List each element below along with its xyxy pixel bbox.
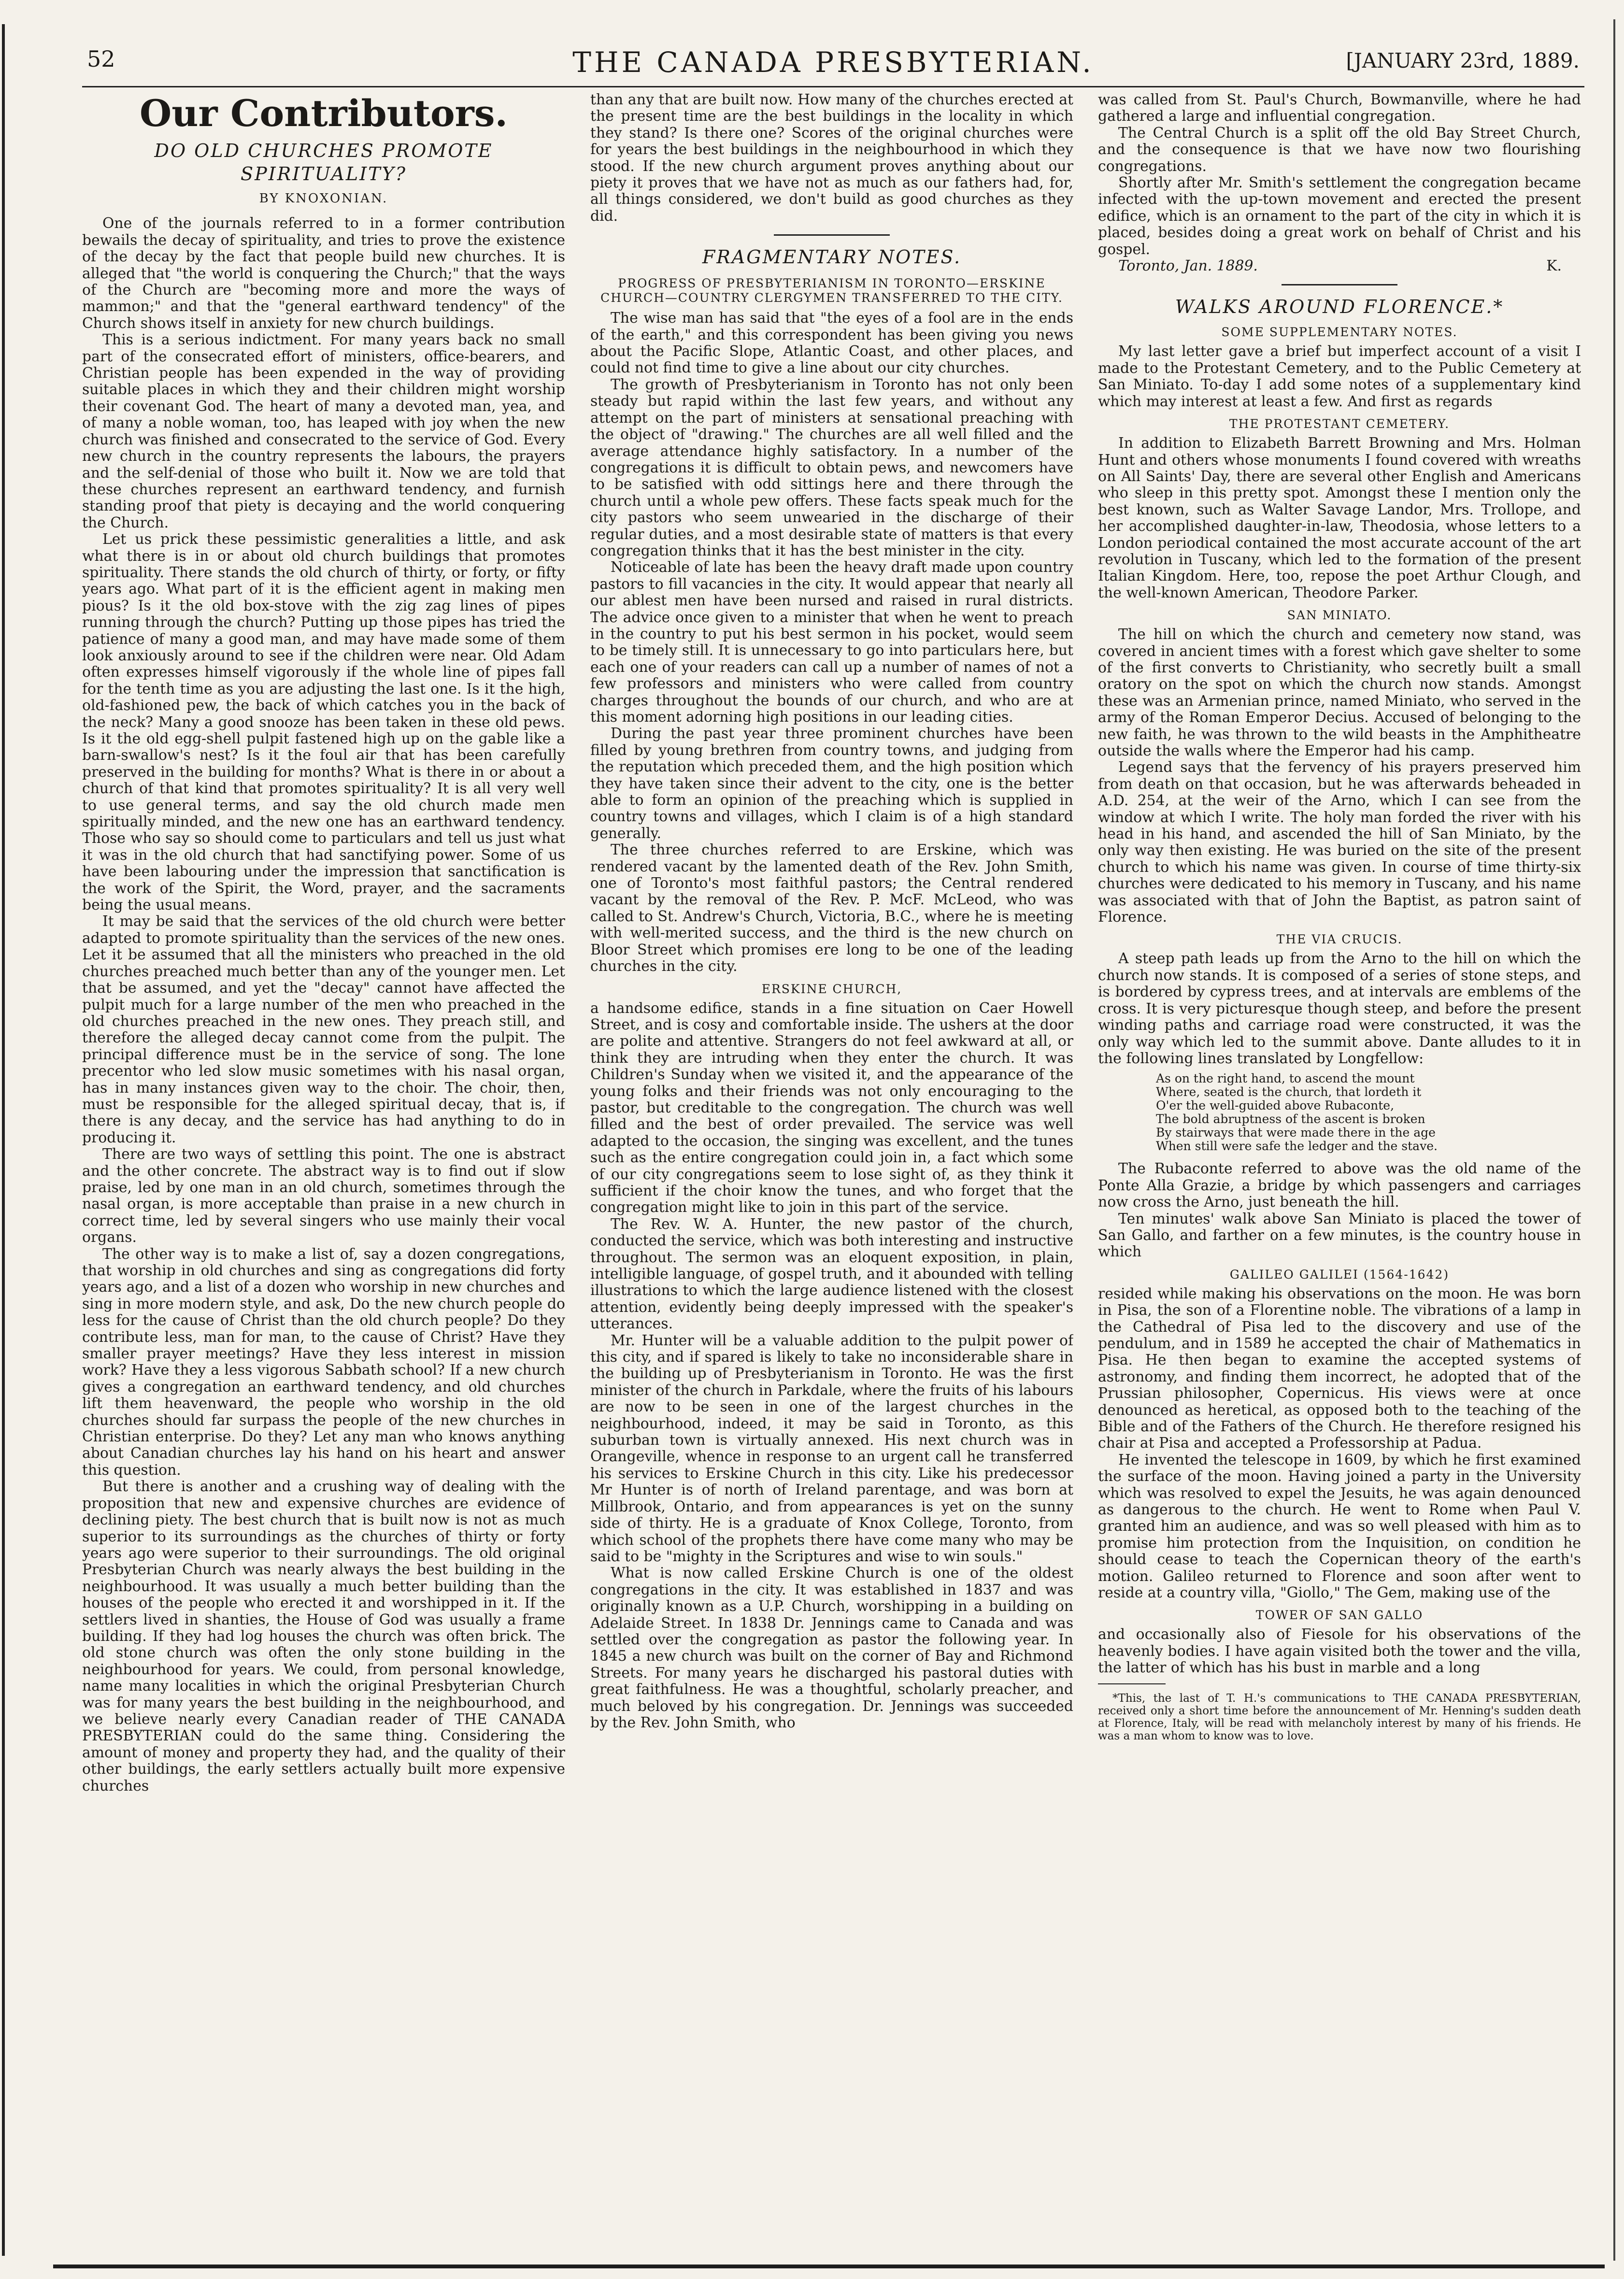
bottom-rule: [53, 2265, 1605, 2268]
divider: [1282, 284, 1397, 285]
paragraph: The other way is to make a list of, say a dozen congregations, that worship in old churches and sing as congregations did forty years ago, and a list of a dozen who worship in new churches and sing in more modern style, and ask, Do the new church people do less for the cause of Christ than the old church people? Do they contribute less, man for man, to the cause of Christ? Have they smaller prayer meetings? Have they less interest in mission work? Have they a less vigorous Sabbath school? If a new church gives a congregation an earthward tendency, and old churches lift them heavenward, the people who worship in the old churches should far surpass the people of the new churches in Christian enterprise. Do they? Let any man who knows anything about Canadian churches lay his hand on his heart and answer this question.: [82, 1245, 565, 1479]
article-subtitle: SOME SUPPLEMENTARY NOTES.: [1221, 325, 1458, 340]
subhead: ERSKINE CHURCH,: [761, 982, 902, 996]
subhead: SAN MINIATO.: [1287, 608, 1392, 623]
continuation-paragraph: than any that are built now. How many of the churches erected at the present time are the best buildings in the locality in which they stand? Is there one? Scores of the original churches were for years the best buildings in the neighbourhood in which they stood. If the new church argument proves anything about our piety it proves that we have not as much as our fathers had, for, all things considered, we don't build as good churches as they did.: [590, 92, 1073, 225]
paragraph: There are two ways of settling this point. The one is abstract and the other concrete. The abstract way is to find out if slow praise, led by one man in an old church, sometimes through the nasal organ, is more acceptable than praise in a new church in correct time, led by several singers who use mainly their vocal organs.: [82, 1146, 565, 1246]
paragraph: My last letter gave a brief but imperfect account of a visit I made to the Protestant Cemetery, and to the Public Cemetery at San Miniato. To-day I add some notes of a supplementary kind which may interest at least a few. And first as regards: [1098, 343, 1581, 410]
verse-line: By stairways that were made there in the age: [1156, 1125, 1436, 1140]
article-subtitle: PROGRESS OF PRESBYTERIANISM IN TORONTO—ERSKINE CHURCH—COUNTRY CLERGYMEN TRANSFERRED TO THE CITY.: [600, 276, 1063, 305]
paragraph: A steep path leads up from the Arno to the hill on which the church now stands. It is composed of a series of stone steps, and is bordered by cypress trees, and at intervals are emblems of the cross. It is very picturesque though steep, and before the present winding paths and carriage road were constructed, it was the only way which led to the summit above. Dante alludes to it in the following lines translated by Longfellow:: [1098, 950, 1581, 1067]
page-header: [87, 46, 1580, 85]
article-title: FRAGMENTARY NOTES.: [702, 246, 962, 268]
paragraph: The three churches referred to are Erskine, which was rendered vacant by the lamented death of the Rev. John Smith, one of Toronto's most faithful pastors; the Central rendered vacant by the removal of the Rev. P. McF. McLeod, who was called to St. Andrew's Church, Victoria, B.C., where he is meeting with well-merited success, and the third is the new church on Bloor Street which promises ere long to be one of the leading churches in the city.: [590, 841, 1073, 975]
signoff-initial: K.: [1546, 257, 1562, 275]
footnote-rule: [1098, 1683, 1166, 1684]
paragraph: resided while making his observations on the moon. He was born in Pisa, the son of a Florentine noble. The vibrations of a lamp in the Cathedral of Pisa led to the discovery and use of the pendulum, and in 1589 he accepted the chair of Mathematics in Pisa. He then began to examine the accepted systems of astronomy, and finding them incorrect, he adopted that of the Prussian philosopher, Copernicus. His views were at once denounced as heretical, as opposed both to the teaching of the Bible and of the Fathers of the Church. He therefore resigned his chair at Pisa and accepted a Professorship at Padua.: [1098, 1285, 1581, 1452]
paragraph: He invented the telescope in 1609, by which he first examined the surface of the moon. Having joined a party in the University which was resolved to expel the Jesuits, he was again denounced as dangerous to the church. He went to Rome when Paul V. granted him an audience, and was so well pleased with him as to promise him protection from the Inquisition, on condition he should cease to teach the Copernican theory of the earth's motion. Galileo returned to Florence and soon after went to reside at a country villa, "Giollo," The Gem, making use of the: [1098, 1451, 1581, 1602]
article-title: DO OLD CHURCHES PROMOTE SPIRITUALITY?: [154, 140, 493, 185]
column-2: [590, 92, 1073, 2251]
paragraph: was called from St. Paul's Church, Bowmanville, where he had gathered a large and influential congregation.: [1098, 92, 1581, 125]
paragraph: Mr. Hunter will be a valuable addition to the pulpit power of this city, and if spared is likely to take no inconsiderable share in the building up of Presbyterianism in Toronto. He was the first minister of the church in Parkdale, where the fruits of his labours are now to be seen in one of the largest churches in the neighbourhood, indeed, it may be said in Toronto, as this suburban town is virtually annexed. His next church was in Orangeville, whence in response to an urgent call he transferred his services to Erskine Church in this city. Like his predecessor Mr Hunter is of north of Ireland parentage, and was born at Millbrook, Ontario, and from appearances is yet on the sunny side of thirty. He is a graduate of Knox College, Toronto, from which school of the prophets there have come many who may be said to be "mighty in the Scriptures and wise to win souls.": [590, 1332, 1073, 1565]
paragraph: Let us prick these pessimistic generalities a little, and ask what there is in or about old church buildings that promotes spirituality. There stands the old church of thirty, or forty, or fifty years ago. What part of it is the efficient agent in making men pious? Is it the old box-stove with the zig zag lines of pipes running through the church? Putting up those pipes has tried the patience of many a good man, and may have made some of them look anxiously around to see if the children were near. Old Adam often expresses himself vigorously if the whole line of pipes fall for the tenth time as you are adjusting the last one. Is it the high, old-fashioned pew, the back of which catches you in the back of the neck? Many a good snooze has been taken in these old pews. Is it the old egg-shell pulpit fastened high up on the gable like a barn-swallow's nest? Is it the foul air that has been carefully preserved in the building for months? What is there in or about a church of that kind that promotes spirituality? It is all very well to use general terms, and say the old church made men spiritually minded, and the new one has an earthward tendency. Those who say so should come to particulars and tell us just what it was in the old church that had sanctifying power. Some of us have been labouring under the impression that sanctification is the work of the Spirit, the Word, prayer, and the sacraments being the usual means.: [82, 531, 565, 914]
subhead: TOWER OF SAN GALLO: [1255, 1608, 1424, 1623]
paragraph: a handsome edifice, stands in a fine situation on Caer Howell Street, and is cosy and comfortable inside. The ushers at the door are polite and attentive. Strangers do not feel awkward at all, or think they are intruding when they enter the church. It was Children's Sunday when we visited it, and the appearance of the young folks and their friends was not only encouraging to the pastor, but creditable to the congregation. The church was well filled and the best of order prevailed. The service was well adapted to the occasion, the singing was excellent, and the tunes such as the entire congregation could join in, a fact which some of our city congregations seem to lose sight of, as they think it sufficient if the choir know the tunes, and who forget that the congregation might like to join in this part of the service.: [590, 999, 1073, 1216]
paragraph: Shortly after Mr. Smith's settlement the congregation became infected with the up-town movement and erected the present edifice, which is an ornament to the part of the city in which it is placed, besides doing a great work on behalf of Christ and his gospel.: [1098, 174, 1581, 258]
paragraph: Noticeable of late has been the heavy draft made upon country pastors to fill vacancies in the city. It would appear that nearly all our ablest men have been nursed and raised in rural districts. The advice once given to a minister that when he went to preach in the country to put his best sermon in his pocket, would seem to be timely still. It is unnecessary to go into particulars here, but each one of your readers can call up a number of names of not a few professors and ministers who were called from country charges throughout the bounds of our church, and who are at this moment adorning high positions in our leading cities.: [590, 559, 1073, 726]
page-edge-left: [2, 24, 5, 2256]
paragraph: This is a serious indictment. For many years back no small part of the consecrated effort of ministers, office-bearers, and Christian people has been expended in the way of providing suitable places in which they and their children might worship their covenant God. The heart of many a devoted man, yea, and of many a noble woman, too, has leaped with joy when the new church was finished and consecrated to the service of God. Every new church in the country represents the labours, the prayers and the self-denial of those who built it. Now we are told that these churches represent an earthward tendency, and furnish standing proof that piety is decaying and the world conquering the Church.: [82, 331, 565, 531]
paragraph: But there is another and a crushing way of dealing with the proposition that new and expensive churches are evidence of declining piety. The best church that is built now is not as much superior to its surroundings as the churches of thirty or forty years ago were superior to their surroundings. The old original Presbyterian Church was nearly always the best building in the neighbourhood. It was usually a much better building than the houses of the people who erected it and worshipped in it. If the settlers lived in shanties, the House of God was usually a frame building. If they had log houses the church was often brick. The old stone church was often the only stone building in the neighbourhood for years. We could, from personal knowledge, name many localities in which the original Presbyterian Church was for many years the best building in the neighbourhood, and we believe nearly every Canadian reader of THE CANADA PRESBYTERIAN could do the same thing. Considering the amount of money and property they had, and the quality of their other buildings, the early settlers actually built more expensive churches: [82, 1478, 565, 1795]
verse-line: O'er the well-guided above Rubaconte,: [1156, 1098, 1395, 1113]
paragraph: The Rev. W. A. Hunter, the new pastor of the church, conducted the service, which was both interesting and instructive throughout. The sermon was an eloquent exposition, in plain, intelligible language, of gospel truth, and it abounded with telling illustrations to which the large audience listened with the closest attention, evidently being deeply impressed with the speaker's utterances.: [590, 1215, 1073, 1333]
paragraph: It may be said that the services of the old church were better adapted to promote spirituality than the services of the new ones. Let it be assumed that all the ministers who preached in the old churches preached much better than any of the younger men. Let that be assumed, and yet the "decay" cannot have affected the pulpit much for a large number of the men who preached in the old churches preached in the new ones. They preach still, and therefore the alleged decay cannot come from the pulpit. The principal difference must be in the service of song. The lone precentor who led slow music sometimes with his nasal organ, has in many instances given way to the choir. The choir, then, must be responsible for the alleged spiritual decay, that is, if there is any decay, and the service has had anything to do in producing it.: [82, 913, 565, 1146]
column-1: [82, 92, 565, 2251]
paragraph: The Central Church is a split off the old Bay Street Church, and the consequence is that we have now two flourishing congregations.: [1098, 124, 1581, 175]
subhead: THE VIA CRUCIS.: [1276, 932, 1403, 947]
paragraph: One of the journals referred to in a former contribution bewails the decay of spirituality, and tries to prove the existence of the decay by the fact that people build new churches. It is alleged that "the world is conquering the Church;" that the ways of the Church are "becoming more and more the ways of mammon;" and that the "general earthward tendency" of the Church shows itself in anxiety for new church buildings.: [82, 215, 565, 332]
paragraph: The growth of Presbyterianism in Toronto has not only been steady but rapid within the last few years, and without any attempt on the part of ministers at sensational preaching with the object of "drawing." The churches are all well filled and the average attendance highly satisfactory. In a number of the congregations it is difficult to obtain pews, and newcomers have to be satisfied with odd sittings here and there through the church until a whole pew offers. These facts speak much for the city pastors who seem unwearied in the discharge of their regular duties, and a most desirable state of matters is that every congregation thinks that it has the best minister in the city.: [590, 376, 1073, 559]
issue-date: [JANUARY 23rd, 1889.: [1346, 49, 1580, 72]
verse-block: [1156, 1072, 1581, 1153]
verse-line: When still were safe the ledger and the stave.: [1156, 1139, 1438, 1154]
journal-title: THE CANADA PRESBYTERIAN.: [572, 46, 1094, 79]
paragraph: Ten minutes' walk above San Miniato is placed the tower of San Gallo, and farther on a few minutes, is the country house in which: [1098, 1210, 1581, 1261]
page-number: 52: [87, 46, 115, 72]
verse-line: Where, seated is the church, that lordeth it: [1156, 1085, 1422, 1099]
paragraph: The Rubaconte referred to above was the old name of the Ponte Alla Grazie, a bridge by which passengers and carriages now cross the Arno, just beneath the hill.: [1098, 1160, 1581, 1211]
paragraph: During the past year three prominent churches have been filled by young brethren from country towns, and judging from the reputation which preceded them, and the high position which they have taken since their advent to the city, one is the better able to form an opinion of the preaching which is supplied in country towns and villages, which I claim is of a high standard generally.: [590, 725, 1073, 842]
verse-line: As on the right hand, to ascend the mount: [1156, 1071, 1415, 1086]
page-edge-right: [1613, 19, 1615, 2261]
column-3: [1098, 92, 1581, 2251]
verse-line: The bold abruptness of the ascent is broken: [1156, 1112, 1425, 1126]
header-rule: [82, 86, 1584, 87]
paragraph: The wise man has said that "the eyes of a fool are in the ends of the earth," and this correspondent has been giving you news about the Pacific Slope, Atlantic Coast, and other places, and could not find time to give a line about our city churches.: [590, 310, 1073, 377]
section-title: Our Contributors.: [140, 92, 508, 135]
subhead: GALILEO GALILEI (1564-1642): [1229, 1267, 1450, 1282]
signoff-place: Toronto, Jan. 1889.: [1118, 257, 1258, 275]
article-title: WALKS AROUND FLORENCE.*: [1175, 296, 1504, 318]
paragraph: Legend says that the fervency of his prayers preserved him from death on that occasion, but he was afterwards beheaded in A.D. 254, at the weir of the Arno, which I can see from the window at which I write. The holy man forded the river with his head in his hand, and ascended the hill of San Miniato, by the only way then existing. He was buried on the site of the present church to which his name was given. In course of time thirty-six churches were dedicated to his memory in Tuscany, and his name was associated with that of John the Baptist, as patron saint of Florence.: [1098, 759, 1581, 926]
paragraph: In addition to Elizabeth Barrett Browning and Mrs. Holman Hunt and others whose monuments I found covered with wreaths on All Saints' Day, there are several other English and Americans who sleep in this pretty spot. Amongst these I mention only the best known, such as Walter Savage Landor, Mrs. Trollope, and her accomplished daughter-in-law, Theodosia, whose letters to a London periodical contained the most accurate account of the art revolution in Tuscany, which led to the formation of the present Italian Kingdom. Here, too, repose the poet Arthur Clough, and the well-known American, Theodore Parker.: [1098, 435, 1581, 601]
signoff: [1098, 258, 1581, 274]
byline: BY KNOXONIAN.: [259, 191, 388, 206]
paragraph: What is now called Erskine Church is one of the oldest congregations in the city. It was established in 1837 and was originally known as a U.P. Church, worshipping in a building on Adelaide Street. In 1838 Dr. Jennings came to Canada and was settled over the congregation as pastor the following year. In 1845 a new church was built on the corner of Bay and Richmond Streets. For many years he discharged his pastoral duties with great faithfulness. He was a thoughtful, scholarly preacher, and much beloved by his congregation. Dr. Jennings was succeeded by the Rev. John Smith, who: [590, 1565, 1073, 1731]
footnote: *This, the last of T. H.'s communications to THE CANADA PRESBYTERIAN, received only a short time before the announcement of Mr. Henning's sudden death at Florence, Italy, will be read with melancholy interest by many of his friends. He was a man whom to know was to love.: [1098, 1692, 1581, 1742]
divider: [774, 234, 890, 236]
subhead: THE PROTESTANT CEMETERY.: [1229, 417, 1450, 431]
paragraph: and occasionally also of Fiesole for his observations of the heavenly bodies. I have again visited both the tower and the villa, the latter of which has his bust in marble and a long: [1098, 1626, 1581, 1677]
paragraph: The hill on which the church and cemetery now stand, was covered in ancient times with a forest which gave shelter to some of the first converts to Christianity, who secretly built a small oratory on the spot on which the church now stands. Amongst these was an Armenian prince, named Miniato, who served in the army of the Roman Emperor Decius. Accused of belonging to the new faith, he was thrown to the wild beasts in the Amphitheatre outside the walls where the Emperor had his camp.: [1098, 626, 1581, 759]
